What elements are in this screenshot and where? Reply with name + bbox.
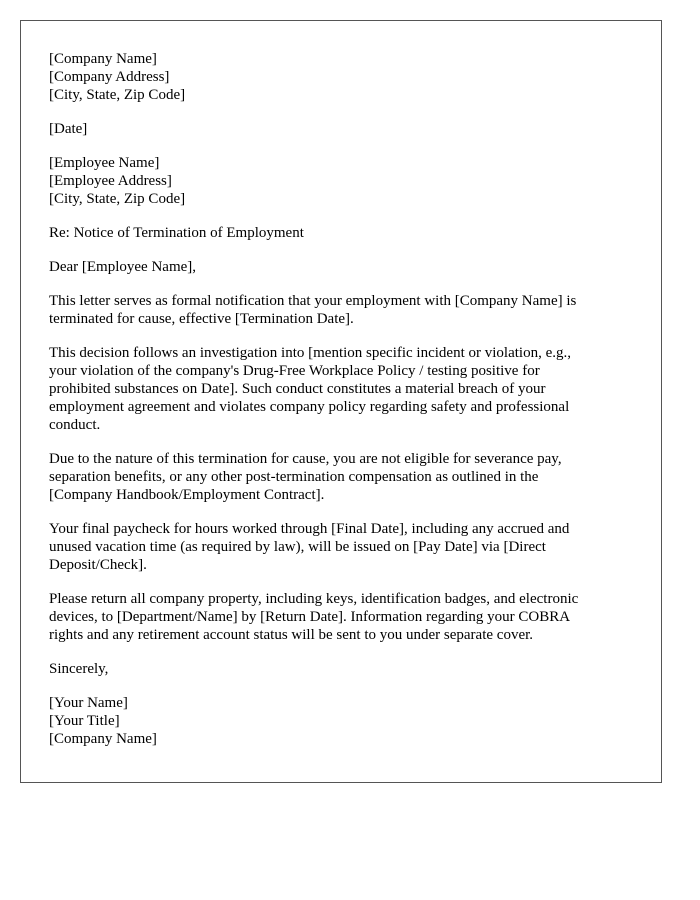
paragraph-line: conduct. xyxy=(49,417,101,433)
salutation-text: Dear [Employee Name], xyxy=(49,259,197,275)
paragraph-line: terminated for cause, effective [Termination Date]. xyxy=(49,311,354,327)
signature-title: [Your Title] xyxy=(49,713,120,729)
signature-block xyxy=(49,694,633,748)
paragraph-line: rights and any retirement account status will be sent to you under separate cover. xyxy=(49,627,534,643)
recipient-city-state-zip: [City, State, Zip Code] xyxy=(49,191,186,207)
signature-company: [Company Name] xyxy=(49,731,157,747)
paragraph-line: Please return all company property, including keys, identification badges, and electronic xyxy=(49,591,579,607)
paragraph-line: your violation of the company's Drug-Free Workplace Policy / testing positive for xyxy=(49,363,540,379)
sender-address-block xyxy=(49,50,633,104)
paragraph-line: [Company Handbook/Employment Contract]. xyxy=(49,487,325,503)
subject-line xyxy=(49,224,633,242)
body-paragraph-notification xyxy=(49,292,633,328)
paragraph-line: separation benefits, or any other post-termination compensation as outlined in the xyxy=(49,469,539,485)
recipient-address: [Employee Address] xyxy=(49,173,172,189)
letter-page xyxy=(20,20,662,783)
subject-text: Re: Notice of Termination of Employment xyxy=(49,225,304,241)
paragraph-line: employment agreement and violates company policy regarding safety and professional xyxy=(49,399,570,415)
signature-name: [Your Name] xyxy=(49,695,128,711)
letter-date: [Date] xyxy=(49,121,88,137)
salutation xyxy=(49,258,633,276)
body-paragraph-severance xyxy=(49,450,633,504)
date-block xyxy=(49,120,633,138)
sender-city-state-zip: [City, State, Zip Code] xyxy=(49,87,186,103)
closing-text: Sincerely, xyxy=(49,661,109,677)
body-paragraph-final-paycheck xyxy=(49,520,633,574)
paragraph-line: Deposit/Check]. xyxy=(49,557,147,573)
sender-company-address: [Company Address] xyxy=(49,69,170,85)
paragraph-line: Your final paycheck for hours worked through [Final Date], including any accrued and xyxy=(49,521,570,537)
recipient-name: [Employee Name] xyxy=(49,155,160,171)
body-paragraph-investigation xyxy=(49,344,633,434)
sender-company-name: [Company Name] xyxy=(49,51,157,67)
body-paragraph-company-property xyxy=(49,590,633,644)
paragraph-line: Due to the nature of this termination for cause, you are not eligible for severance pay, xyxy=(49,451,562,467)
paragraph-line: unused vacation time (as required by law), will be issued on [Pay Date] via [Direct xyxy=(49,539,546,555)
paragraph-line: This letter serves as formal notification that your employment with [Company Name] is xyxy=(49,293,577,309)
paragraph-line: devices, to [Department/Name] by [Return Date]. Information regarding your COBRA xyxy=(49,609,571,625)
recipient-address-block xyxy=(49,154,633,208)
paragraph-line: prohibited substances on Date]. Such conduct constitutes a material breach of your xyxy=(49,381,546,397)
closing xyxy=(49,660,633,678)
paragraph-line: This decision follows an investigation into [mention specific incident or violation, e.g., xyxy=(49,345,571,361)
